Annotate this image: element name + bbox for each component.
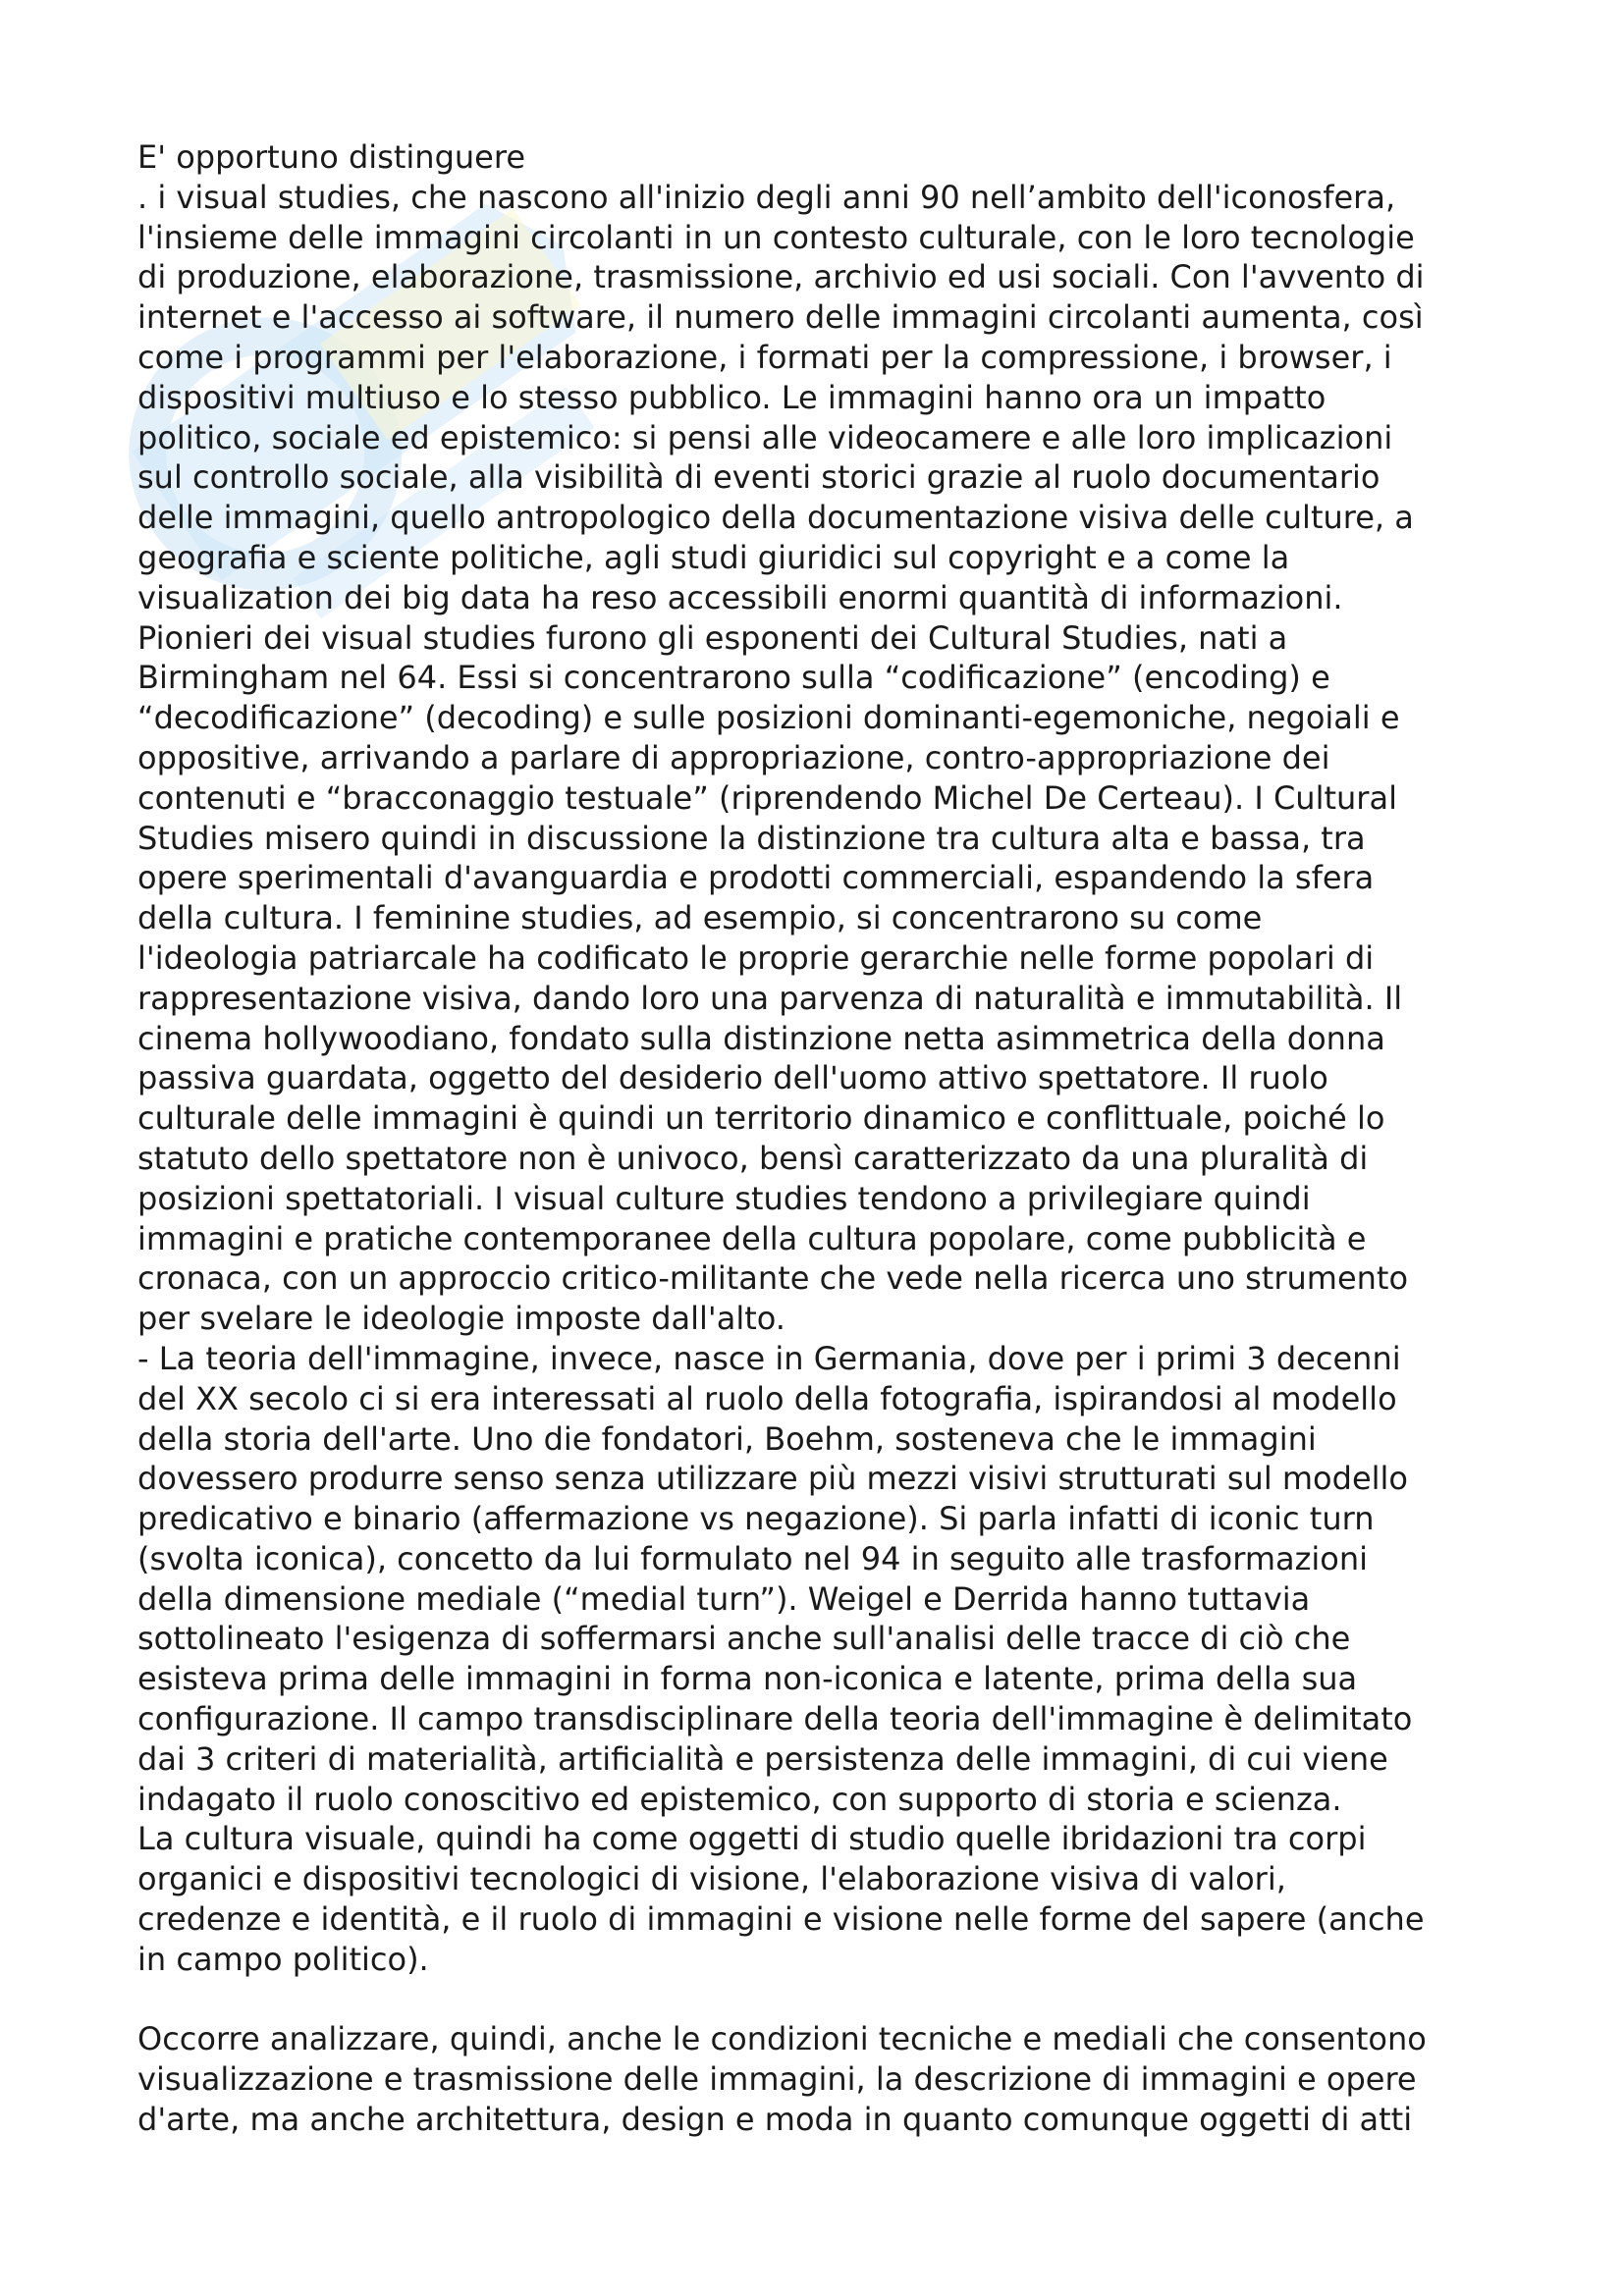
text-line: in campo politico). xyxy=(137,1940,429,1978)
text-line: dai 3 criteri di materialità, artificialità e persistenza delle immagini, di cui viene xyxy=(137,1739,1388,1778)
text-line: E' opportuno distinguere xyxy=(137,138,525,176)
text-line: immagini e pratiche contemporanee della cultura popolare, come pubblicità e xyxy=(137,1219,1367,1257)
text-line: oppositive, arrivando a parlare di appropriazione, contro-appropriazione dei xyxy=(137,738,1330,776)
text-line: organici e dispositivi tecnologici di visione, l'elaborazione visiva di valori, xyxy=(137,1860,1286,1898)
text-line: culturale delle immagini è quindi un territorio dinamico e conflittuale, poiché lo xyxy=(137,1099,1385,1138)
text-line: d'arte, ma anche architettura, design e moda in quanto comunque oggetti di atti xyxy=(137,2101,1413,2139)
text-line: di produzione, elaborazione, trasmissione, archivio ed usi sociali. Con l'avvento di xyxy=(137,258,1425,296)
text-line: della dimensione mediale (“medial turn”). Weigel e Derrida hanno tuttavia xyxy=(137,1579,1311,1618)
text-line: dispositivi multiuso e lo stesso pubblico. Le immagini hanno ora un impatto xyxy=(137,378,1326,416)
text-line: opere sperimentali d'avanguardia e prodotti commerciali, espandendo la sfera xyxy=(137,859,1375,897)
text-line: posizioni spettatoriali. I visual culture studies tendono a privilegiare quindi xyxy=(137,1179,1311,1217)
text-line: dovessero produrre senso senza utilizzare più mezzi visivi strutturati sul modello xyxy=(137,1460,1408,1498)
text-line: esisteva prima delle immagini in forma non-iconica e latente, prima della sua xyxy=(137,1660,1358,1698)
text-line: cinema hollywoodiano, fondato sulla distinzione netta asimmetrica della donna xyxy=(137,1019,1385,1057)
text-line: Pionieri dei visual studies furono gli esponenti dei Cultural Studies, nati a xyxy=(137,618,1288,657)
text-line: La cultura visuale, quindi ha come oggetti di studio quelle ibridazioni tra corpi xyxy=(137,1820,1367,1858)
text-line: l'ideologia patriarcale ha codificato le proprie gerarchie nelle forme popolari di xyxy=(137,938,1375,977)
document-body xyxy=(137,137,1512,2140)
text-line: indagato il ruolo conoscitivo ed epistemico, con supporto di storia e scienza. xyxy=(137,1780,1342,1818)
text-line: l'insieme delle immagini circolanti in un contesto culturale, con le loro tecnologie xyxy=(137,218,1415,256)
text-line: geografia e sciente politiche, agli studi giuridici sul copyright e a come la xyxy=(137,538,1290,576)
text-line: come i programmi per l'elaborazione, i formati per la compressione, i browser, i xyxy=(137,338,1392,376)
text-line: visualizzazione e trasmissione delle immagini, la descrizione di immagini e opere xyxy=(137,2060,1417,2099)
text-line: . i visual studies, che nascono all'inizio degli anni 90 nell’ambito dell'iconosfera, xyxy=(137,178,1396,216)
text-line: sottolineato l'esigenza di soffermarsi anche sull'analisi delle tracce di ciò che xyxy=(137,1620,1351,1658)
text-line: credenze e identità, e il ruolo di immagini e visione nelle forme del sapere (anche xyxy=(137,1900,1425,1939)
paragraph-gap xyxy=(137,1980,1512,2020)
text-line: Studies misero quindi in discussione la distinzione tra cultura alta e bassa, tra xyxy=(137,819,1366,857)
text-line: della cultura. I feminine studies, ad esempio, si concentrarono su come xyxy=(137,899,1263,937)
text-line: del XX secolo ci si era interessati al ruolo della fotografia, ispirandosi al modello xyxy=(137,1379,1397,1417)
text-line: configurazione. Il campo transdisciplinare della teoria dell'immagine è delimitato xyxy=(137,1700,1413,1738)
text-line: (svolta iconica), concetto da lui formulato nel 94 in seguito alle trasformazioni xyxy=(137,1539,1369,1577)
text-line: rappresentazione visiva, dando loro una parvenza di naturalità e immutabilità. Il xyxy=(137,979,1403,1017)
text-line: Occorre analizzare, quindi, anche le condizioni tecniche e mediali che consentono xyxy=(137,2020,1427,2058)
text-line: internet e l'accesso ai software, il numero delle immagini circolanti aumenta, così xyxy=(137,298,1424,337)
text-line: - La teoria dell'immagine, invece, nasce in Germania, dove per i primi 3 decenni xyxy=(137,1339,1401,1377)
text-line: cronaca, con un approccio critico-militante che vede nella ricerca uno strumento xyxy=(137,1259,1409,1298)
text-line: passiva guardata, oggetto del desiderio dell'uomo attivo spettatore. Il ruolo xyxy=(137,1059,1328,1097)
text-line: “decodificazione” (decoding) e sulle posizioni dominanti-egemoniche, negoiali e xyxy=(137,699,1400,737)
text-line: predicativo e binario (affermazione vs negazione). Si parla infatti di iconic turn xyxy=(137,1500,1375,1538)
text-line: Birmingham nel 64. Essi si concentrarono sulla “codificazione” (encoding) e xyxy=(137,659,1330,697)
text-line: politico, sociale ed epistemico: si pensi alle videocamere e alle loro implicazioni xyxy=(137,418,1393,456)
text-line: statuto dello spettatore non è univoco, bensì caratterizzato da una pluralità di xyxy=(137,1139,1369,1177)
text-line: delle immagini, quello antropologico della documentazione visiva delle culture, a xyxy=(137,499,1414,537)
text-line: visualization dei big data ha reso accessibili enormi quantità di informazioni. xyxy=(137,578,1343,616)
text-line: contenuti e “bracconaggio testuale” (riprendendo Michel De Certeau). I Cultural xyxy=(137,778,1397,817)
text-line: per svelare le ideologie imposte dall'alto. xyxy=(137,1300,785,1338)
text-line: sul controllo sociale, alla visibilità di eventi storici grazie al ruolo documentario xyxy=(137,458,1380,497)
text-line: della storia dell'arte. Uno die fondatori, Boehm, sosteneva che le immagini xyxy=(137,1419,1317,1458)
